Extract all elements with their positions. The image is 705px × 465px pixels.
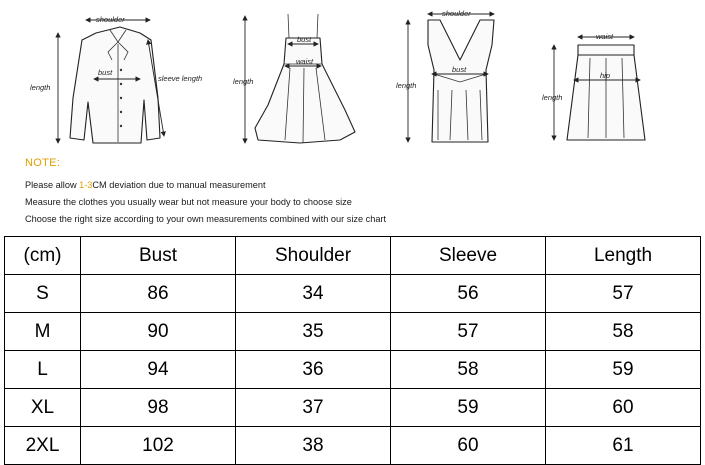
skirt-illustration: [554, 37, 645, 140]
skirt-length-label: length: [542, 93, 563, 102]
bust-cell: 86: [81, 275, 236, 313]
header-shoulder: Shoulder: [236, 237, 391, 275]
bust-cell: 90: [81, 313, 236, 351]
table-row: [5, 389, 701, 427]
length-cell: 60: [546, 389, 701, 427]
sleeve-cell: 56: [391, 275, 546, 313]
table-row: [5, 313, 701, 351]
shirt-length-label: length: [30, 83, 51, 92]
shirt-sleeve-label: sleeve length: [158, 74, 203, 83]
length-cell: 57: [546, 275, 701, 313]
bust-cell: 98: [81, 389, 236, 427]
top-length-label: length: [396, 81, 417, 90]
garment-illustrations: [0, 0, 705, 160]
length-cell: 59: [546, 351, 701, 389]
top-bust-label: bust: [452, 65, 467, 74]
sleeve-cell: 58: [391, 351, 546, 389]
size-cell: XL: [5, 389, 81, 427]
header-length: Length: [546, 237, 701, 275]
shoulder-cell: 34: [236, 275, 391, 313]
note-deviation-range: 1-3: [79, 180, 93, 190]
shirt-illustration: [58, 20, 164, 143]
tank-top-illustration: [408, 14, 494, 142]
top-shoulder-label: shoulder: [442, 9, 471, 18]
size-cell: 2XL: [5, 427, 81, 465]
bust-cell: 94: [81, 351, 236, 389]
dress-waist-label: waist: [296, 57, 314, 66]
shirt-bust-label: bust: [98, 68, 113, 77]
shoulder-cell: 37: [236, 389, 391, 427]
note-line-measure: Measure the clothes you usually wear but not measure your body to choose size: [25, 197, 352, 207]
header-unit: (cm): [5, 237, 81, 275]
size-cell: L: [5, 351, 81, 389]
shirt-shoulder-label: shoulder: [96, 15, 125, 24]
table-row: [5, 427, 701, 465]
note-title: NOTE:: [25, 157, 61, 169]
note-line-deviation-text: Please allow: [25, 180, 80, 190]
sleeve-cell: 60: [391, 427, 546, 465]
table-header-row: [5, 237, 701, 275]
shoulder-cell: 38: [236, 427, 391, 465]
skirt-waist-label: waist: [596, 32, 614, 41]
note-line-choose: Choose the right size according to your own measurements combined with our size chart: [25, 214, 387, 224]
sleeve-cell: 59: [391, 389, 546, 427]
sleeve-cell: 57: [391, 313, 546, 351]
dress-bust-label: bust: [297, 35, 312, 44]
skirt-hip-label: hip: [600, 71, 611, 80]
length-cell: 58: [546, 313, 701, 351]
header-sleeve: Sleeve: [391, 237, 546, 275]
size-chart-table: [4, 236, 701, 465]
dress-illustration: [245, 14, 355, 143]
dress-length-label: length: [233, 77, 254, 86]
length-cell: 61: [546, 427, 701, 465]
bust-cell: 102: [81, 427, 236, 465]
size-cell: S: [5, 275, 81, 313]
note-line-deviation-unit: CM deviation due to manual measurement: [92, 180, 266, 190]
size-cell: M: [5, 313, 81, 351]
shoulder-cell: 35: [236, 313, 391, 351]
header-bust: Bust: [81, 237, 236, 275]
table-row: [5, 351, 701, 389]
shoulder-cell: 36: [236, 351, 391, 389]
table-row: [5, 275, 701, 313]
note-line-deviation: [25, 180, 266, 190]
